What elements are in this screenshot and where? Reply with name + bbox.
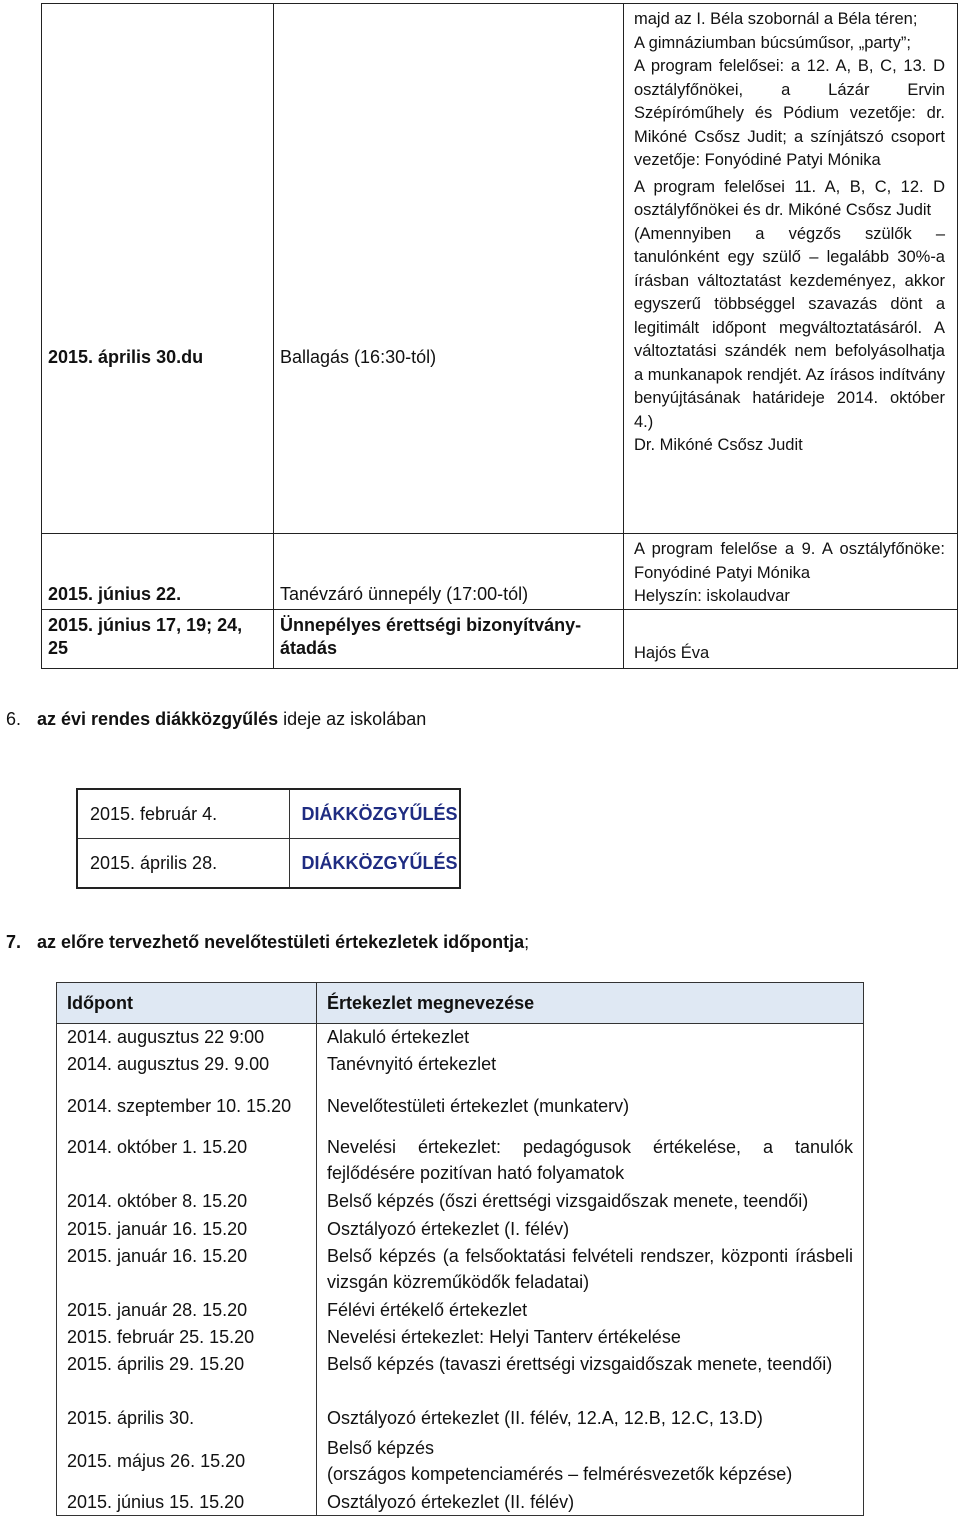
meeting-name: Belső képzés (őszi érettségi vizsgaidőszak menete, teendői) [317, 1188, 864, 1216]
meeting-name: Tanévnyitó értekezlet [317, 1051, 864, 1078]
event-name-cell: Ballagás (16:30-tól) [274, 4, 624, 534]
meeting-date: 2014. október 8. 15.20 [57, 1188, 317, 1216]
meeting-name: Nevelési értekezlet: Helyi Tanterv értékelése [317, 1324, 864, 1351]
table-row [57, 1024, 864, 1051]
section-6-heading [6, 707, 426, 731]
meeting-name: Nevelőtestületi értekezlet (munkaterv) [317, 1078, 864, 1134]
meeting-date: 2015. április 29. 15.20 [57, 1351, 317, 1405]
section-title-rest: ideje az iskolában [278, 709, 427, 729]
details-line: (Amennyiben a végzős szülők – tanulónként egy szülő – legalább 30%-a írásban változtatást kezdeményez, akkor egyszerű többséggel szavazás dönt a legitimált időpont megváltoztatásáról. A változtatási szándék nem befolyásolhatja a munkanapok rendjét. Az írásos indítvány benyújtásának határideje 2014. október 4.) [634, 224, 945, 431]
meeting-name: Nevelési értekezlet: pedagógusok értékelése, a tanulók fejlődésére pozitívan ható folyamatok [317, 1134, 864, 1188]
meeting-date: 2014. augusztus 22 9:00 [57, 1024, 317, 1051]
events-table [41, 3, 958, 669]
table-row [57, 1051, 864, 1078]
meeting-date: 2014. szeptember 10. 15.20 [57, 1078, 317, 1134]
event-name-cell: Tanévzáró ünnepély (17:00-tól) [274, 534, 624, 610]
meeting-date: 2015. május 26. 15.20 [57, 1433, 317, 1489]
table-row [57, 1078, 864, 1134]
assembly-date: 2015. február 4. [77, 789, 289, 839]
table-row [57, 1351, 864, 1405]
meeting-name-line: (országos kompetenciamérés – felmérésvezetők képzése) [327, 1463, 793, 1484]
student-assembly-table [76, 788, 461, 889]
meeting-date: 2015. január 28. 15.20 [57, 1297, 317, 1324]
meeting-date: 2015. január 16. 15.20 [57, 1243, 317, 1297]
details-line: A program felelőse a 9. A osztályfőnöke: Fonyódiné Patyi Mónika [634, 540, 945, 582]
section-7-heading [6, 930, 529, 954]
meeting-name: Osztályozó értekezlet (II. félév, 12.A, 12.B, 12.C, 13.D) [317, 1405, 864, 1433]
section-number: 7. [6, 932, 22, 952]
meeting-date: 2015. január 16. 15.20 [57, 1216, 317, 1243]
meeting-date: 2014. október 1. 15.20 [57, 1134, 317, 1188]
table-row [57, 1188, 864, 1216]
section-title-bold: az évi rendes diákközgyűlés [37, 709, 279, 729]
event-name-cell: Ünnepélyes érettségi bizonyítvány-átadás [274, 609, 624, 668]
table-row [57, 1243, 864, 1297]
table-row [57, 1134, 864, 1188]
event-details-cell: Hajós Éva [624, 609, 958, 668]
section-title-rest: ; [524, 932, 530, 952]
event-details-cell [624, 4, 958, 534]
meeting-name: Belső képzés (tavaszi érettségi vizsgaidőszak menete, teendői) [317, 1351, 864, 1405]
details-line: majd az I. Béla szobornál a Béla téren; [634, 10, 918, 28]
meeting-name [317, 1433, 864, 1489]
details-line: Helyszín: iskolaudvar [634, 587, 790, 605]
meeting-name: Félévi értékelő értekezlet [317, 1297, 864, 1324]
meeting-date: 2015. február 25. 15.20 [57, 1324, 317, 1351]
table-row [77, 789, 460, 839]
staff-meetings-table [56, 982, 864, 1516]
meeting-name: Osztályozó értekezlet (I. félév) [317, 1216, 864, 1243]
meeting-date: 2014. augusztus 29. 9.00 [57, 1051, 317, 1078]
event-details-cell [624, 534, 958, 610]
assembly-event: DIÁKKÖZGYŰLÉS [289, 789, 460, 839]
section-number: 6. [6, 709, 22, 729]
table-row [57, 1324, 864, 1351]
table-header-row [57, 983, 864, 1024]
event-date-cell: 2015. június 22. [42, 534, 274, 610]
meeting-name: Belső képzés (a felsőoktatási felvételi rendszer, központi írásbeli vizsgán közreműködők feladatai) [317, 1243, 864, 1297]
assembly-date: 2015. április 28. [77, 839, 289, 889]
meeting-date: 2015. április 30. [57, 1405, 317, 1433]
meeting-name-line: Belső képzés [327, 1437, 435, 1458]
assembly-event: DIÁKKÖZGYŰLÉS [301, 852, 458, 873]
section-title-bold: az előre tervezhető nevelőtestületi értekezletek időpontja [37, 932, 525, 952]
table-row [57, 1216, 864, 1243]
table-row [77, 839, 460, 889]
meeting-name: Alakuló értekezlet [317, 1024, 864, 1051]
table-row [57, 1489, 864, 1516]
event-date-cell: 2015. április 30.du [42, 4, 274, 534]
meeting-name: Osztályozó értekezlet (II. félév) [317, 1489, 864, 1516]
table-row [57, 1297, 864, 1324]
details-line: Dr. Mikóné Csősz Judit [634, 436, 803, 454]
event-date-cell: 2015. június 17, 19; 24, 25 [42, 609, 274, 668]
column-header-date: Időpont [57, 983, 317, 1024]
column-header-name: Értekezlet megnevezése [317, 983, 864, 1024]
meeting-date: 2015. június 15. 15.20 [57, 1489, 317, 1516]
details-line: A program felelősei: a 12. A, B, C, 13. D osztályfőnökei, a Lázár Ervin Szépíróműhely és Pódium vezetője: dr. Mikóné Csősz Judit; a színjátszó csoport vezetője: Fonyódiné Patyi Mónika [634, 57, 945, 169]
details-line: A program felelősei 11. A, B, C, 12. D osztályfőnökei és dr. Mikóné Csősz Judit [634, 177, 945, 219]
table-row [57, 1433, 864, 1489]
table-row [57, 1405, 864, 1433]
details-line: A gimnáziumban búcsúműsor, „party”; [634, 33, 911, 52]
